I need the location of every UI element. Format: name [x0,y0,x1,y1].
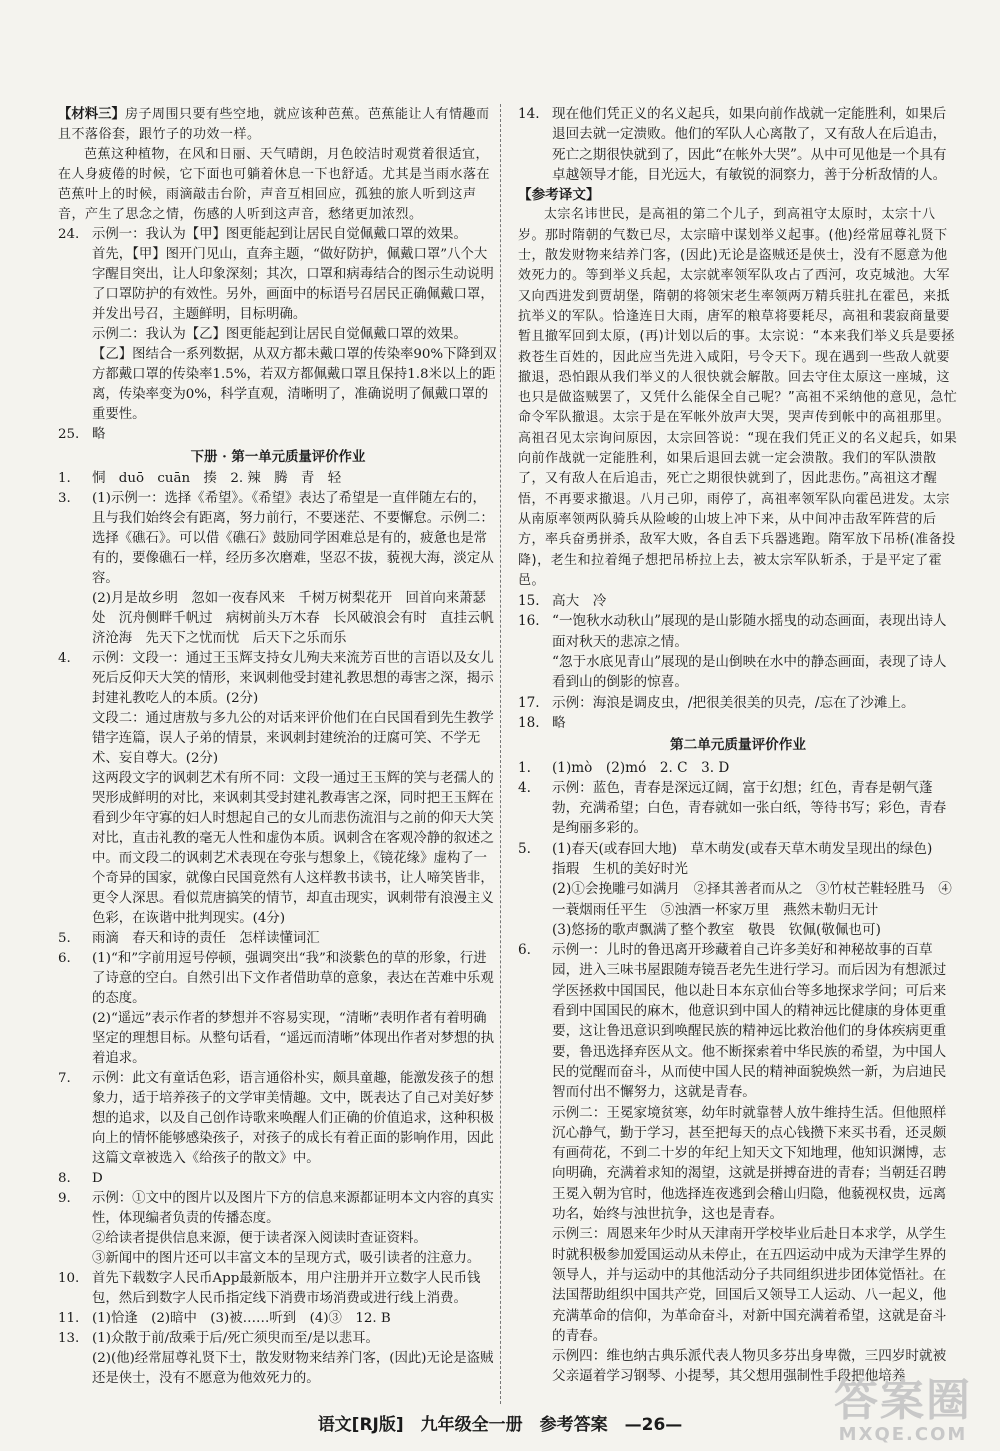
answer-24 [58,225,498,425]
answer-number: 11. [58,1311,80,1326]
answer-text: “一饱秋水动秋山”展现的是山影随水摇曳的动态画面，表现出诗人面对秋天的悲凉之情。 [552,613,947,650]
answer-number [58,589,92,649]
answer-item [58,1009,498,1069]
answer-text: 示例四：维也纳古典乐派代表人物贝多芬出身卑微，三四岁时就被父亲逼着学习钢琴、小提琴，其父想用强制性手段把他培养 [552,1348,947,1385]
answer-text: (1)示例一：选择《希望》。《希望》表达了希望是一直伴随左右的，且与我们始终会有距离，努力前行，不要迷茫、不要懈怠。示例二：选择《礁石》。可以借《礁石》鼓励同学困难总是有的，疲惫也是常有的，要像礁石一样，经历多次磨难，坚忍不拔，藐视大海，淡定从容。 [92,491,494,586]
answer-item [518,713,958,733]
answer-item [58,1329,498,1349]
answer-item [58,1309,498,1329]
answer-text: “忽于水底见青山”展现的是山倒映在水中的静态画面，表现了诗人看到山的倒影的惊喜。 [552,654,947,691]
answer-item [58,1069,498,1169]
answer-number [58,769,92,929]
answer-number [518,920,552,940]
answer-number [58,1349,92,1389]
answer-number: 6. [518,942,531,959]
answer-text: 示例：文段一：通过王玉辉支持女儿殉夫来流芳百世的言语以及女儿死后反仰天大笑的情形，来讽刺他受封建礼教思想的毒害之深，揭示封建礼教吃人的本质。(2分) [92,651,494,706]
answer-item [518,940,958,1102]
answer-number: 3. [58,491,71,506]
answer-number [518,879,552,920]
answer-text: (1)恰逢 (2)暗中 (3)被……听到 (4)③ 12. B [92,1311,391,1326]
answer-item [518,1103,958,1225]
answer-item [518,1224,958,1346]
answer-number [58,709,92,769]
answer-25 [58,425,498,445]
answer-number: 9. [58,1191,71,1206]
answer-number: 15. [518,593,540,610]
answer-number: 16. [518,613,540,630]
answer-item [58,1349,498,1389]
answer-number [518,1346,552,1387]
answer-text: (2)(他)经常屈尊礼贤下士，散发财物来结养门客，(因此)无论是盗贼还是侠士，没有不愿意为他效死力的。 [92,1351,494,1386]
answer-24-line: 首先，【甲】图开门见山，直奔主题，“做好防护，佩戴口罩”八个大字醒目突出，让人印象深刻；其次，口罩和病毒结合的图示生动说明了口罩防护的有效性。另外，画面中的标语号召居民正确佩戴口罩，并发出号召，主题鲜明，目标明确。 [92,247,494,322]
reference-translation-text: 太宗名讳世民，是高祖的第二个儿子，到高祖守太原时，太宗十八岁。那时隋朝的气数已尽，太宗暗中谋划举义起事。(他)经常屈尊礼贤下士，散发财物来结养门客，(因此)无论是盗贼还是侠士，没有不愿意为他效死力的。等到举义兵起，太宗就率领军队攻占了西河，攻克城池。大军又向西进发到贾胡堡，隋朝的将领宋老生率领两万精兵驻扎在霍邑，来抵抗举义的军队。恰逢连日大雨，唐军的粮草将要耗尽，高祖和裴寂商量要暂且撤军回到太原，(再)计划以后的事。太宗说：“本来我们举义兵是要拯救苍生百姓的，因此应当先进入咸阳，号令天下。现在遇到一些敌人就要撤退，恐怕跟从我们举义的人很快就会解散。回去守住太原这一座城，这也只是做盗贼罢了，又凭什么能保全自己呢？”高祖不采纳他的意见，急忙命令军队撤退。太宗于是在军帐外放声大哭，哭声传到帐中的高祖那里。高祖召见太宗询问原因，太宗回答说：“现在我们凭正义的名义起兵，如果向前作战就一定能胜利，如果后退回去就一定会溃散。我们的军队溃散了，又有敌人在后追击，死亡之期很快就到了，因此悲伤。”高祖这才醒悟，不再要求撤退。八月己卯，雨停了，高祖率领军队向霍邑进发。太宗从南原率领两队骑兵从险峻的山坡上冲下来，从中间冲击敌军阵营的后方，率兵奋勇拼杀，敌军大败，各自丢下兵器逃跑。隋军放下吊桥(准备投降)，老生和拉着绳子想把吊桥拉上去，被太宗军队斩杀，于是平定了霍邑。 [518,207,958,588]
answer-item [58,469,498,489]
answer-text: 示例：蓝色，青春是深远辽阔，富于幻想；红色，青春是朝气蓬勃，充满希望；白色，青春就如一张白纸，等待书写；彩色，青春是绚丽多彩的。 [552,779,947,837]
answer-text: ③新闻中的图片还可以丰富文本的呈现方式，吸引读者的注意力。 [92,1251,481,1266]
answer-text: (1)mò (2)mó 2. C 3. D [552,759,730,776]
answer-item [58,489,498,589]
answer-number: 8. [58,1171,71,1186]
answer-item [518,879,958,920]
answer-text: (1)“和”字前用逗号停顿，强调突出“我”和淡紫色的草的形象，行进了诗意的空白。自然引出下文作者借助草的意象，表达在苦难中乐观的态度。 [92,951,494,1006]
watermark-url: MXQE.COM [838,1424,968,1445]
unit2-title: 第二单元质量评价作业 [670,737,806,754]
answer-item [518,693,958,713]
answer-text: (3)悠扬的歌声飘满了整个教室 敬畏 钦佩(敬佩也可) [552,921,881,938]
answer-item [58,929,498,949]
answer-text: 首先下载数字人民币App最新版本，用户注册并开立数字人民币钱包，然后到数字人民币指定线下消费市场消费或进行线上消费。 [92,1271,481,1306]
answer-number: 18. [518,714,540,731]
answer-number: 14. [518,106,540,122]
answer-text: 现在他们凭正义的名义起兵，如果向前作战就一定能胜利，如果后退回去就一定溃败。他们的军队人心离散了，又有敌人在后追击，死亡之期很快就到了，因此“在帐外大哭”。从中可见他是一个具有卓越领导才能，目光远大，有敏锐的洞察力，善于分析敌情的人。 [552,106,947,183]
answer-text: (2)月是故乡明 忽如一夜春风来 千树万树梨花开 回首向来萧瑟处 沉舟侧畔千帆过 病树前头万木春 长风破浪会有时 直挂云帆济沧海 先天下之忧而忧 后天下之乐而乐 [92,591,494,646]
answer-item [58,1189,498,1229]
answer-text: 略 [552,714,566,731]
answer-text: 雨滴 春天和诗的责任 怎样读懂词汇 [92,931,320,946]
answer-text: D [92,1171,103,1186]
answer-text: 示例二：王冕家境贫寒，幼年时就靠替人放牛维持生活。但他照样沉心静气，勤于学习，甚至把每天的点心钱攒下来买书看，还灵颇有画荷花，不到二十岁的年纪上知天文下知地理，他知识渊博，志向明确，充满着求知的渴望，这就是拼搏奋进的青春；当朝廷召聘王冕入朝为官时，他选择连夜逃到会稽山归隐，他藐视权贵，远离功名，始终与浊世抗争，这也是青春。 [552,1104,947,1223]
answer-number [58,1009,92,1069]
answer-number [58,1249,92,1269]
answer-number: 13. [58,1331,80,1346]
answer-text: 这两段文字的讽刺艺术有所不同：文段一通过王玉辉的笑与老孺人的哭形成鲜明的对比，来讽刺其受封建礼教毒害之深，同时把王玉辉在看到少年守寡的妇人时想起自己的女儿而悲伤流泪与之前的仰天大笑对比，直击礼教的毫无人性和虚伪本质。讽刺含在客观冷静的叙述之中。而文段二的讽刺艺术表现在夸张与想象上，《镜花缘》虚构了一个奇异的国家，就像白民国竟然有人这样教书读书，让人啼笑皆非，更令人深思。看似荒唐搞笑的情节，却直击现实，讽刺带有浪漫主义色彩，在诙谐中批判现实。(4分) [92,771,494,926]
answer-text: 示例：此文有童话色彩，语言通俗朴实，颇具童趣，能激发孩子的想象力，适于培养孩子的文学审美情趣。文中，既表达了自己对美好梦想的追求，以及自己创作诗歌来唤醒人们正确的价值追求，这种积极向上的情怀能够感染孩子，对孩子的成长有着正面的影响作用，因此这篇文章被选入《给孩子的散文》中。 [92,1071,494,1166]
answer-item [518,611,958,652]
answer-item [58,649,498,709]
page-footer: 语文[RJ版] 九年级全一册 参考答案 —26— [317,1415,683,1435]
answer-number: 1. [518,759,531,776]
answer-item [518,920,958,940]
answer-number: 4. [518,779,531,796]
answer-item [58,769,498,929]
reference-translation-label: 【参考译文】 [518,187,600,204]
answer-item [58,1249,498,1269]
right-column [518,104,958,1387]
unit1-answer-list [58,469,498,1389]
material3-block [58,104,498,145]
answer-24-line: 示例一：我认为【甲】图更能起到让居民自觉佩戴口罩的效果。 [92,227,467,242]
answer-14 [518,104,958,185]
unit1-title: 下册 · 第一单元质量评价作业 [190,449,366,465]
unit1-answer-list-continued [518,591,958,733]
answer-text: 略 [92,427,106,442]
answer-number: 1. [58,471,71,486]
answer-item [518,839,958,880]
answer-number: 5. [58,931,71,946]
answer-number: 10. [58,1271,80,1286]
answer-item [518,778,958,839]
answer-number [518,1224,552,1346]
answer-item [58,589,498,649]
material3-paragraph: 芭蕉这种植物，在风和日丽、天气晴朗，月色皎洁时观赏着很适宜，在人身疲倦的时候，它下面也可躺着休息一下也舒适。尤其是当雨水落在芭蕉叶上的时候，雨滴敲击台阶，声音互相回应，孤独的旅人听到这声音，产生了思念之情，伤感的人听到这声音，愁绪更加浓烈。 [58,147,491,222]
answer-text: (1)众散于前/敌乘于后/死亡须臾而至/是以悲耳。 [92,1331,379,1346]
answer-item [518,591,958,611]
answer-number: 24. [58,227,80,242]
answer-number: 25. [58,427,80,442]
watermark-logo [834,1375,972,1445]
column-divider [500,104,501,1404]
answer-24-line: 【乙】图结合一系列数据，从双方都未戴口罩的传染率90%下降到双方都戴口罩的传染率1.5%，若双方都佩戴口罩且保持1.8米以上的距离，传染率变为0%，科学直观，清晰明了，准确说明了佩戴口罩的重要性。 [92,347,497,422]
answer-item [58,709,498,769]
answer-item [518,758,958,778]
material3-label: 【材料三】 [58,106,125,122]
answer-text: (2)①会挽雕弓如满月 ②择其善者而从之 ③竹杖芒鞋轻胜马 ④一蓑烟雨任平生 ⑤浊酒一杯家万里 燕然未勒归无计 [552,881,952,918]
answer-item [58,949,498,1009]
answer-number [58,1229,92,1249]
answer-item [58,1169,498,1189]
left-column [58,104,498,1389]
answer-number: 7. [58,1071,71,1086]
answer-text: (1)春天(或春回大地) 草木萌发(或春天草木萌发呈现出的绿色) 指瑕 生机的美好时光 [552,840,946,877]
answer-text: 文段二：通过唐敖与多九公的对话来评价他们在白民国看到先生教学错字连篇，误人子弟的情景，来讽刺封建统治的迂腐可笑、不学无术、妄自尊大。(2分) [92,711,494,766]
answer-text: ②给读者提供信息来源，便于读者深入阅读时查证资料。 [92,1231,427,1246]
answer-item [518,652,958,693]
answer-text: (2)“遥远”表示作者的梦想并不容易实现，“清晰”表明作者有着明确坚定的理想目标。从整句话看，“遥远而清晰”体现出作者对梦想的执着追求。 [92,1011,495,1066]
watermark-logo-text: 答案圈 [834,1375,972,1426]
answer-number: 5. [518,840,531,857]
answer-number [518,1103,552,1225]
answer-item [58,1269,498,1309]
answer-number: 4. [58,651,71,666]
answer-text: 示例一：儿时的鲁迅离开珍藏着自己许多美好和神秘故事的百草园，进入三味书屋跟随寿镜吾老先生进行学习。而后因为有想派过学医拯救中国国民，他以赴日本东京仙台等多地探求学问；可后来看到中国国民的麻木，他意识到中国人的精神远比健康的身体更重要，这让鲁迅意识到唤醒民族的精神远比救治他们的身体疾病更重要，鲁迅选择弃医从文。他不断探索着中华民族的希望，为中国人民的觉醒而奋斗，从而使中国人民的精神面貌焕然一新，为启迪民智而付出不懈努力，这就是青春。 [552,942,947,1101]
answer-text: 示例三：周恩来年少时从天津南开学校毕业后赴日本求学，从学生时就积极参加爱国运动从未停止，在五四运动中成为天津学生界的领导人，并与运动中的其他活动分子共同组织进步团体觉悟社。在法国帮助组织中国共产党，回国后又领导工人运动、八一起义，他充满革命的信仰，为革命奋斗，对新中国充满着希望，这就是奋斗的青春。 [552,1226,947,1344]
answer-number [518,652,552,693]
answer-number: 6. [58,951,71,966]
unit2-answer-list [518,758,958,1387]
answer-item [58,1229,498,1249]
answer-number: 17. [518,694,540,711]
answer-text: 恫 duō cuān 揍 2. 辣 腾 青 轻 [92,471,342,486]
answer-text: 示例：①文中的图片以及图片下方的信息来源都证明本文内容的真实性，体现编者负责的传播态度。 [92,1191,494,1226]
material3-text: 房子周围只要有些空地，就应该种芭蕉。芭蕉能让人有情趣而且不落俗套，跟竹子的功效一样。 [58,107,490,142]
answer-text: 高大 冷 [552,593,607,610]
answer-text: 示例：海浪是调皮虫，/把很美很美的贝壳，/忘在了沙滩上。 [552,694,915,711]
answer-24-line: 示例二：我认为【乙】图更能起到让居民自觉佩戴口罩的效果。 [92,327,467,342]
